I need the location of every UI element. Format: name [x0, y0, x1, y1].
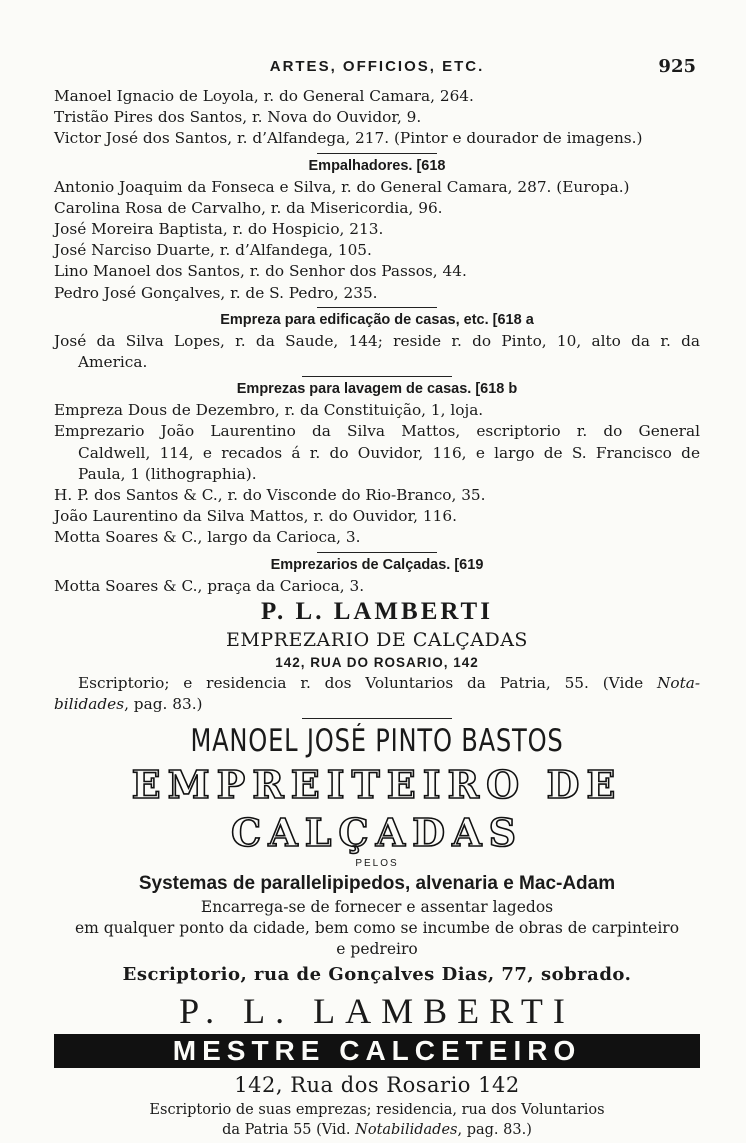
section-divider [302, 376, 452, 377]
advert-address: 142, Rua dos Rosario 142 [234, 1073, 520, 1098]
listing-entry: Carolina Rosa de Carvalho, r. da Misericordia, 96. [54, 198, 443, 217]
listing-entry: Motta Soares & C., praça da Carioca, 3. [54, 576, 365, 595]
section-divider [317, 307, 437, 308]
listing-block-artes [54, 86, 700, 150]
advert-text-italic: Nota- [656, 673, 700, 692]
advert-text: em qualquer ponto da cidade, bem como se incumbe de obras de carpinteiro [74, 919, 680, 938]
listing-entry: José Moreira Baptista, r. do Hospicio, 213. [54, 220, 384, 239]
advert-text-part: , pag. 83.) [457, 1122, 532, 1139]
page-number: 925 [658, 56, 696, 77]
listing-entry: Lino Manoel dos Santos, r. do Senhor dos Passos, 44. [54, 262, 467, 281]
advert-text-part: da Patria 55 (Vid. [222, 1122, 356, 1139]
advert-divider [302, 718, 452, 719]
listing-entry: Pedro José Gonçalves, r. de S. Pedro, 235. [54, 283, 378, 302]
section-divider [317, 552, 437, 553]
advert-trade-banner: MESTRE CALCETEIRO [54, 1034, 700, 1068]
listing-entry: Empreza Dous de Dezembro, r. da Constituição, 1, loja. [54, 401, 484, 420]
advert-text-part: Escriptorio; e residencia r. dos Voluntarios da Patria, 55. (Vide [78, 673, 657, 692]
advert-text: Escriptorio de suas emprezas; residencia, rua dos Voluntarios [149, 1102, 605, 1119]
listing-entry: Antonio Joaquim da Fonseca e Silva, r. do General Camara, 287. (Europa.) [54, 177, 630, 196]
advert-name: MANOEL JOSÉ PINTO BASTOS [190, 723, 564, 760]
listing-block-lavagem [54, 400, 700, 548]
advert-systems: Systemas de parallelipipedos, alvenaria e Mac-Adam [138, 873, 616, 895]
listing-entry-continuation: Caldwell, 114, e recados á r. do Ouvidor, 116, e largo de S. Francisco de [78, 443, 700, 462]
advert-text [54, 1120, 700, 1140]
advert-text [54, 673, 700, 694]
running-title: ARTES, OFFICIOS, ETC. [269, 58, 485, 75]
advert-name: P. L. LAMBERTI [179, 991, 575, 1032]
advert-office: Escriptorio, rua de Gonçalves Dias, 77, sobrado. [122, 964, 632, 986]
advert-title-outline: EMPREITEIRO DE CALÇADAS [131, 762, 623, 856]
advert-text-italic: bilidades [54, 695, 125, 714]
advert-lamberti-mestre [54, 990, 700, 1140]
advert-text: Encarrega-se de fornecer e assentar lagedos [200, 898, 554, 917]
listing-block-empalhadores [54, 177, 700, 304]
advert-text-part: , pag. 83.) [124, 695, 203, 714]
advert-address: 142, RUA DO ROSARIO, 142 [275, 654, 479, 670]
listing-entry: José da Silva Lopes, r. da Saude, 144; reside r. do Pinto, 10, alto da r. da [54, 331, 700, 350]
advert-lamberti-emprezario [54, 597, 700, 715]
listing-entry: João Laurentino da Silva Mattos, r. do Ouvidor, 116. [54, 507, 457, 526]
directory-page [54, 52, 700, 1140]
listing-entry: Tristão Pires dos Santos, r. Nova do Ouvidor, 9. [54, 108, 422, 127]
advert-text-italic: Notabilidades [355, 1122, 458, 1139]
listing-entry-continuation: America. [78, 353, 148, 372]
listing-entry-continuation: Paula, 1 (lithographia). [78, 464, 257, 483]
advert-text: e pedreiro [336, 940, 418, 959]
listing-entry: Victor José dos Santos, r. d’Alfandega, 217. (Pintor e dourador de imagens.) [54, 129, 643, 148]
advert-pinto-bastos [54, 721, 700, 990]
listing-entry: Motta Soares & C., largo da Carioca, 3. [54, 528, 361, 547]
section-heading-lavagem: Emprezas para lavagem de casas. [618 b [236, 381, 518, 398]
section-heading-empalhadores: Empalhadores. [618 [308, 157, 446, 174]
listing-entry: Emprezario João Laurentino da Silva Mattos, escriptorio r. do General [54, 422, 700, 441]
advert-text-continuation [54, 694, 700, 715]
advert-subtitle: EMPREZARIO DE CALÇADAS [226, 628, 528, 651]
section-heading-calcadas: Emprezarios de Calçadas. [619 [270, 556, 484, 573]
advert-name: P. L. LAMBERTI [261, 597, 493, 625]
advert-pelos: PELOS [355, 858, 399, 870]
listing-entry: José Narciso Duarte, r. d’Alfandega, 105. [54, 241, 372, 260]
page-header [54, 52, 700, 86]
listing-entry: H. P. dos Santos & C., r. do Visconde do Rio-Branco, 35. [54, 486, 486, 505]
section-heading-edificacao: Empreza para edificação de casas, etc. [618 a [220, 311, 534, 328]
section-divider [317, 153, 437, 154]
listing-entry: Manoel Ignacio de Loyola, r. do General Camara, 264. [54, 87, 474, 105]
